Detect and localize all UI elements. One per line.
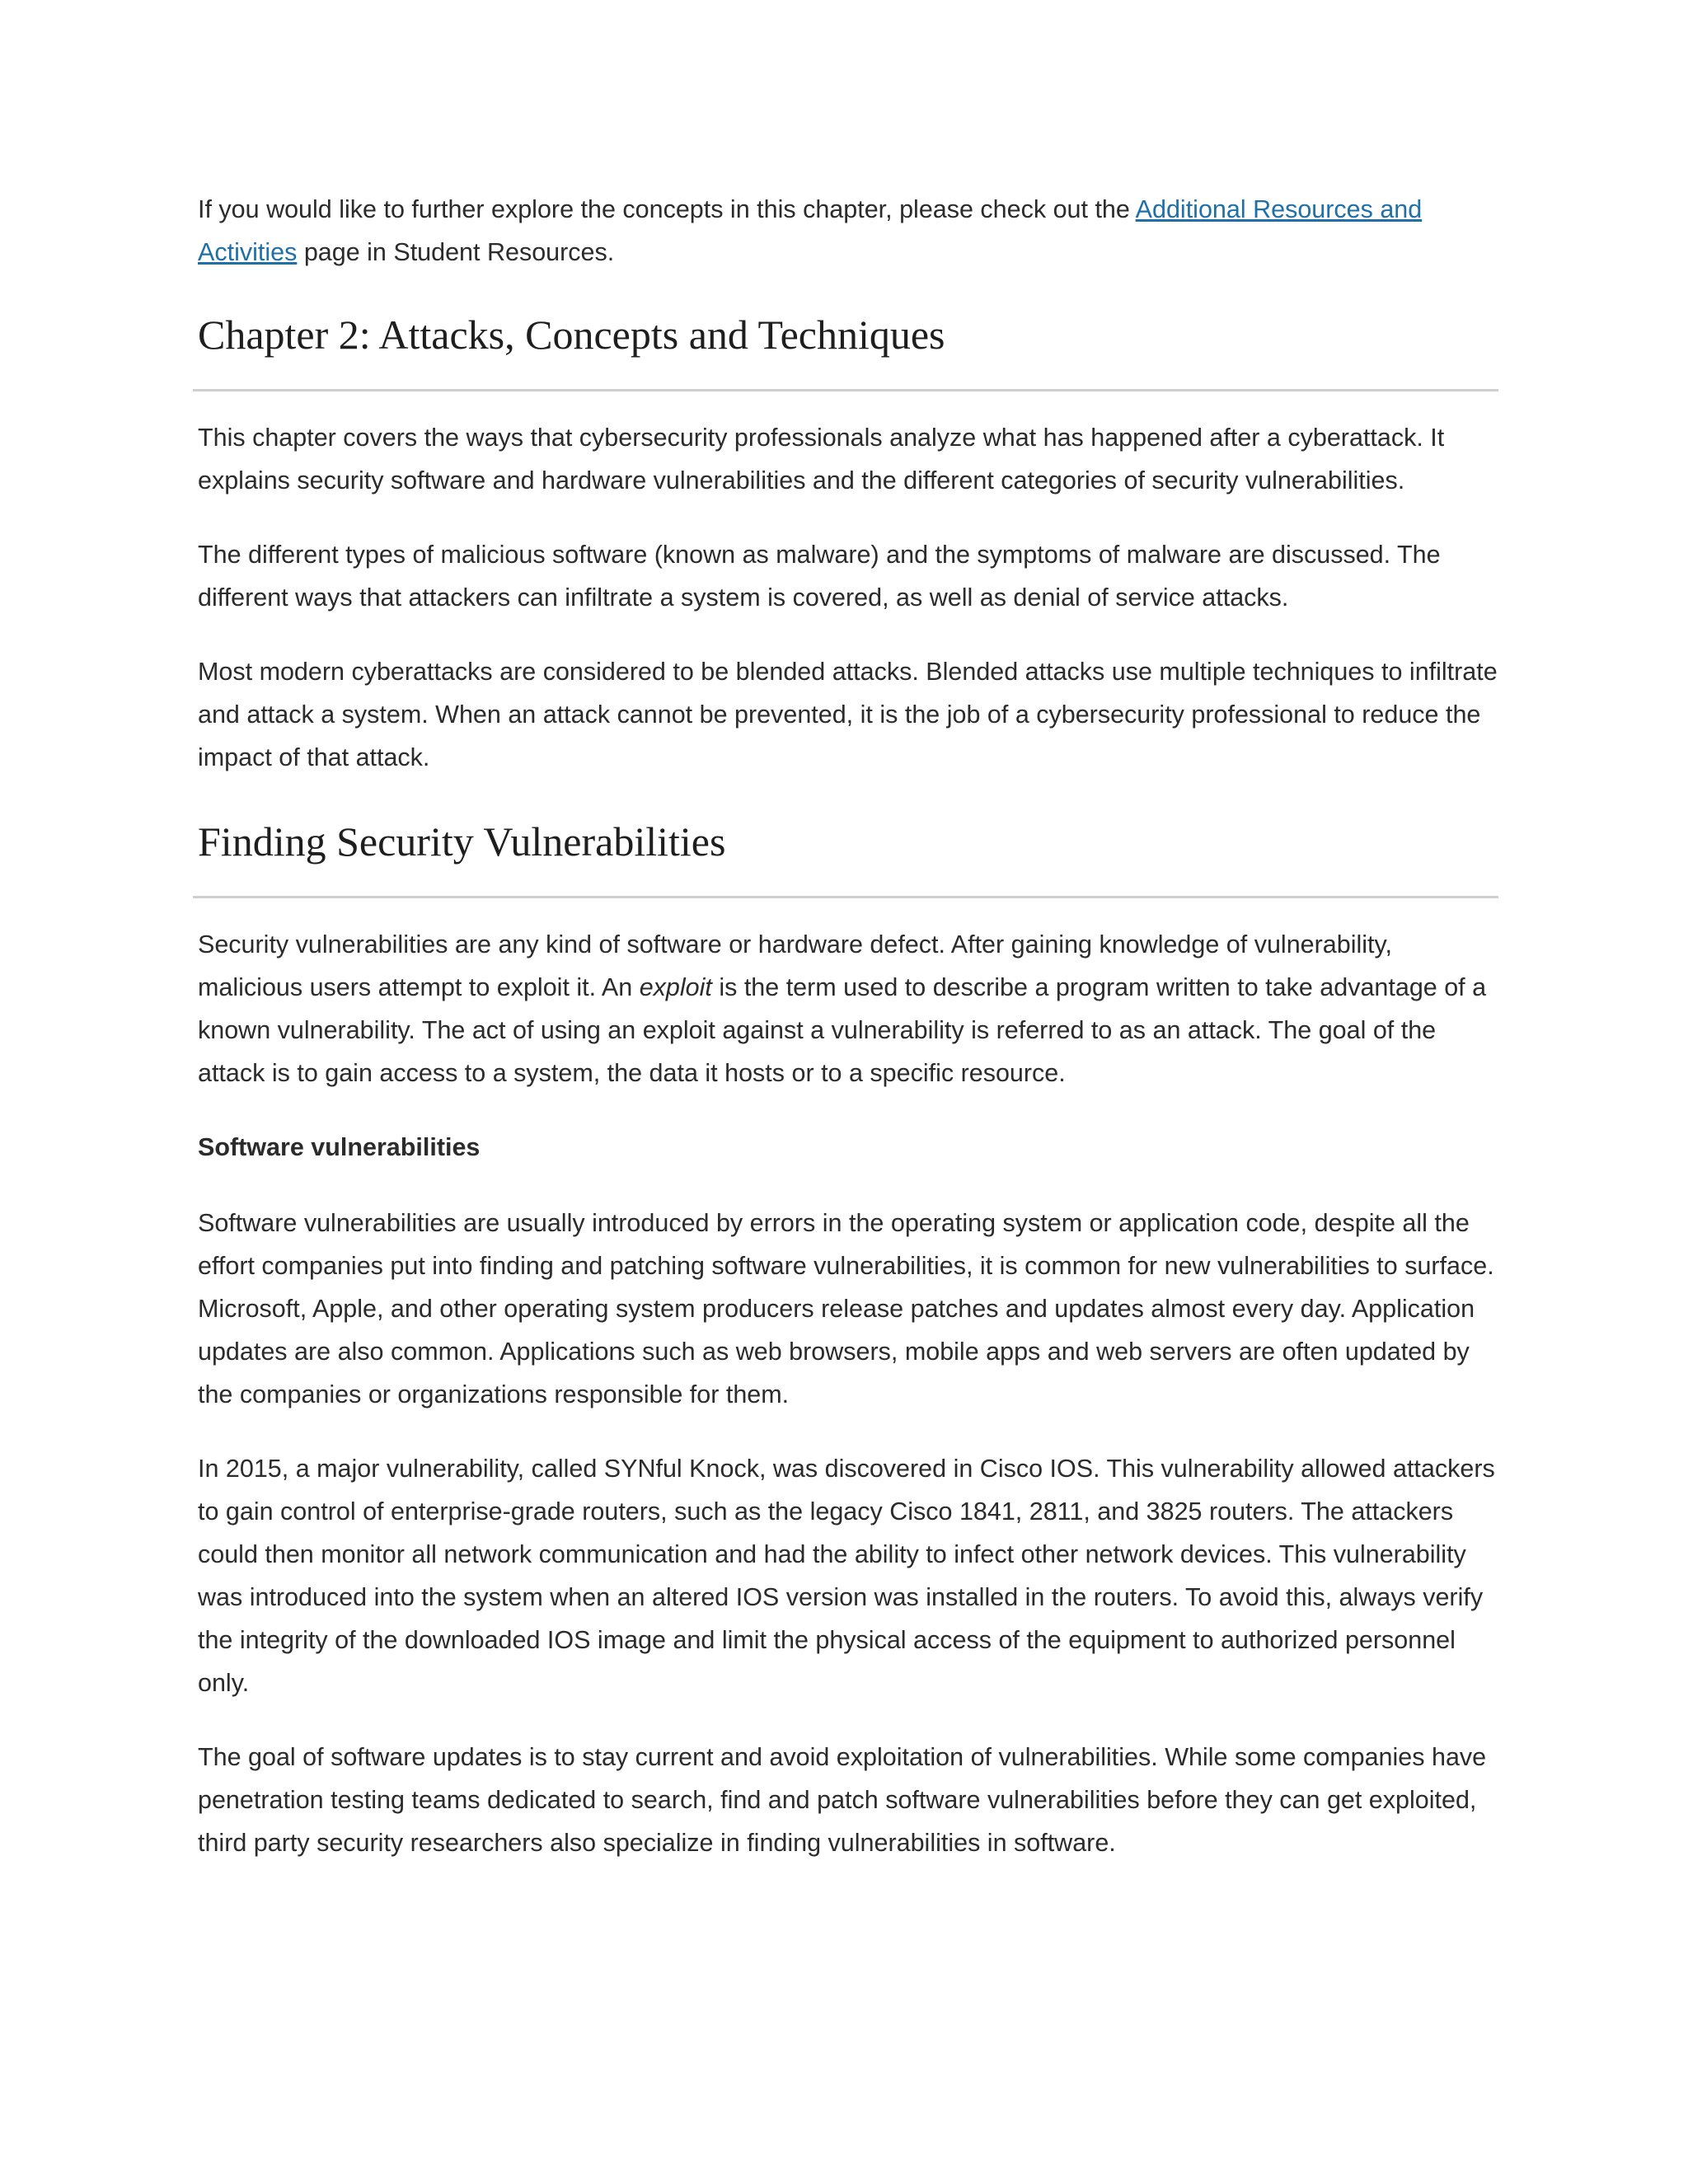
chapter-paragraph-3: Most modern cyberattacks are considered to be blended attacks. Blended attacks use multiple techniques to infiltrate and attack a system. When an attack cannot be prevented, it is the job of a cybersecurity professional to reduce the impact of that attack. [198,658,1498,771]
intro-text-before: If you would like to further explore the concepts in this chapter, please check out the [198,195,1136,223]
software-paragraph-3: The goal of software updates is to stay current and avoid exploitation of vulnerabilities. While some companies have penetration testing teams dedicated to search, find and patch software vulnerabilities before they can get exploited, third party security researchers also specialize in finding vulnerabilities in software. [198,1743,1487,1857]
additional-resources-link[interactable]: Additional Resources and Activities [198,195,1423,266]
software-paragraph-2: In 2015, a major vulnerability, called SYNful Knock, was discovered in Cisco IOS. This vulnerability allowed attackers to gain control of enterprise-grade routers, such as the legacy Cisco 1841, 2811, and 3825 routers. The attackers could then monitor all network communication and had the ability to infect other network devices. This vulnerability was introduced into the system when an altered IOS version was installed in the routers. To avoid this, always verify the integrity of the downloaded IOS image and limit the physical access of the equipment to authorized personnel only. [198,1455,1495,1697]
finding-intro-paragraph [198,923,1500,1094]
chapter-title: Chapter 2: Attacks, Concepts and Techniques [198,312,945,358]
intro-text-after: page in Student Resources. [297,238,615,266]
finding-intro-after: is the term used to describe a program written to take advantage of a known vulnerability. The act of using an exploit against a vulnerability is referred to as an attack. The goal of the attack is to gain access to a system, the data it hosts or to a specific resource. [198,973,1487,1087]
chapter-paragraph-2: The different types of malicious software (known as malware) and the symptoms of malware are discussed. The different ways that attackers can infiltrate a system is covered, as well as denial of service attacks. [198,541,1441,612]
section-title-finding-vulnerabilities: Finding Security Vulnerabilities [198,818,726,865]
section-divider [193,896,1498,898]
chapter-paragraph-1: This chapter covers the ways that cybersecurity professionals analyze what has happened after a cyberattack. It explains security software and hardware vulnerabilities and the different categories of security vulnerabilities. [198,424,1445,494]
document-page [198,188,1500,1864]
intro-paragraph [198,188,1500,274]
software-vulnerabilities-subheading: Software vulnerabilities [198,1133,481,1161]
finding-intro-before: Security vulnerabilities are any kind of software or hardware defect. After gaining knowledge of vulnerability, malicious users attempt to exploit it. An [198,930,1392,1001]
chapter-divider [193,389,1498,391]
software-paragraph-1: Software vulnerabilities are usually introduced by errors in the operating system or application code, despite all the effort companies put into finding and patching software vulnerabilities, it is common for new vulnerabilities to surface. Microsoft, Apple, and other operating system producers release patches and updates almost every day. Application updates are also common. Applications such as web browsers, mobile apps and web servers are often updated by the companies or organizations responsible for them. [198,1209,1494,1408]
exploit-term: exploit [639,973,712,1001]
